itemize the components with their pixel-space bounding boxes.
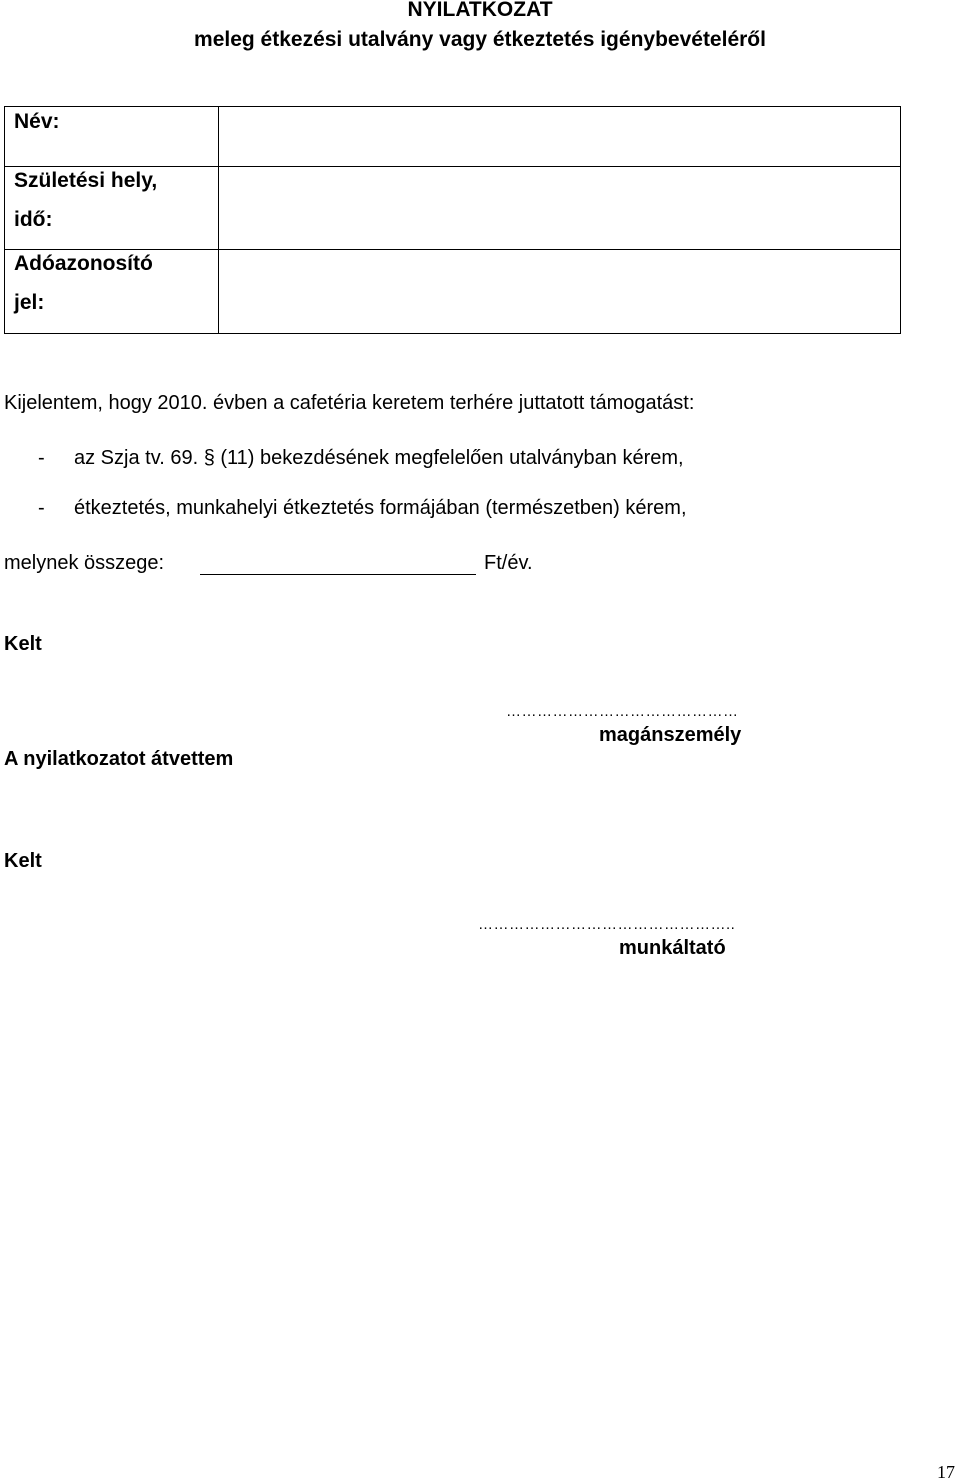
signature-dots-private: ……………………………………… [506, 703, 739, 720]
name-field[interactable] [219, 107, 901, 167]
kelt-label-2: Kelt [4, 850, 42, 872]
birth-label-cell [5, 167, 219, 250]
personal-data-table [4, 106, 901, 334]
birth-field[interactable] [219, 167, 901, 250]
document-subtitle: meleg étkezési utalvány vagy étkeztetés igénybevételéről [194, 28, 766, 51]
tax-id-label-cell [5, 250, 219, 334]
amount-label: melynek összege: [4, 552, 165, 574]
name-label-cell [5, 107, 219, 167]
amount-blank-line[interactable] [200, 574, 476, 575]
signature-role-private: magánszemély [599, 724, 742, 746]
name-label: Név: [14, 110, 60, 133]
page-number: 17 [937, 1462, 955, 1482]
birth-label-line2: idő: [14, 208, 53, 231]
table-row [5, 250, 901, 334]
signature-role-employer: munkáltató [619, 937, 726, 959]
table-row [5, 167, 901, 250]
signature-dots-employer: ………………………………………….. [478, 916, 736, 933]
option-1-dash: - [38, 447, 45, 469]
amount-unit: Ft/év. [484, 552, 533, 574]
table-row [5, 107, 901, 167]
kelt-label-1: Kelt [4, 633, 42, 655]
option-2-text: étkeztetés, munkahelyi étkeztetés formájában (természetben) kérem, [74, 497, 687, 519]
tax-id-field[interactable] [219, 250, 901, 334]
tax-id-label-line1: Adóazonosító [14, 252, 153, 275]
option-1-text: az Szja tv. 69. § (11) bekezdésének megfelelően utalványban kérem, [74, 447, 684, 469]
document-title: NYILATKOZAT [407, 0, 553, 21]
birth-label-line1: Születési hely, [14, 169, 158, 192]
option-2-dash: - [38, 497, 45, 519]
tax-id-label-line2: jel: [14, 291, 45, 314]
received-label: A nyilatkozatot átvettem [4, 748, 234, 770]
declaration-intro: Kijelentem, hogy 2010. évben a cafetéria keretem terhére juttatott támogatást: [4, 392, 695, 414]
